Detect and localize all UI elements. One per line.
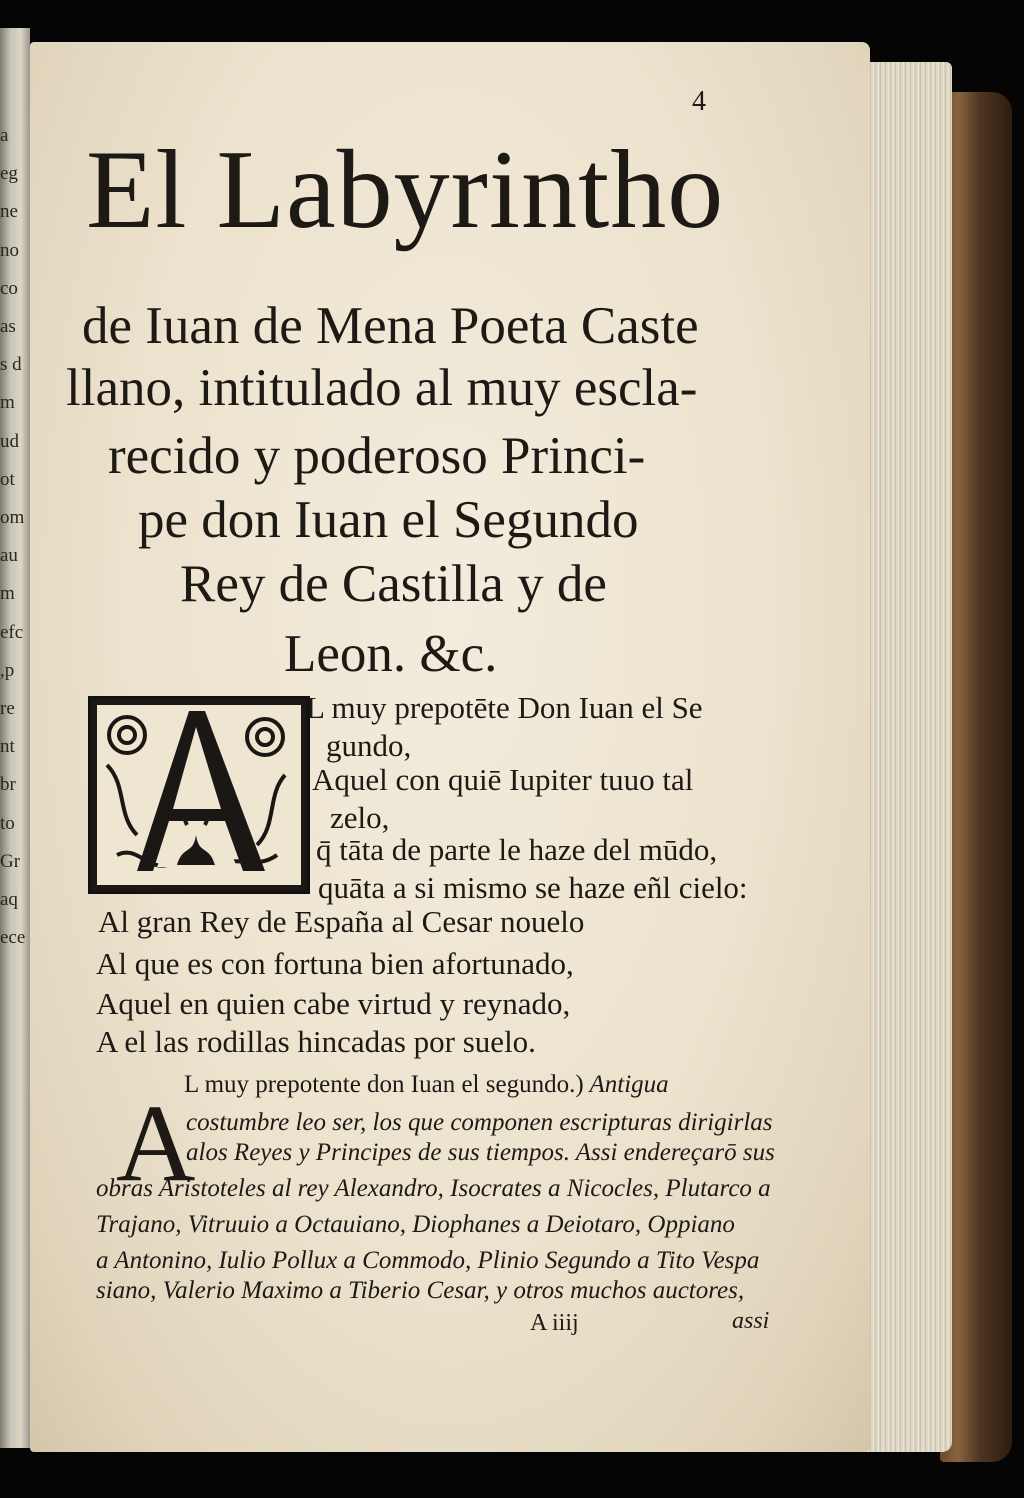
previous-page-fragment: au <box>0 546 18 566</box>
previous-page-fragment: efc <box>0 622 24 642</box>
previous-page-fragment: ot <box>0 469 15 489</box>
heading-line: pe don Iuan el Segundo <box>138 491 639 549</box>
verse-line: L muy prepotēte Don Iuan el Se <box>306 690 703 725</box>
previous-page-fragment: re <box>0 699 15 718</box>
previous-page-fragment: co <box>0 278 18 298</box>
heading-line: recido y poderoso Princi- <box>108 427 646 485</box>
verse-line: q̄ tāta de parte le haze del mūdo, <box>316 832 718 867</box>
commentary-line: obras Aristoteles al rey Alexandro, Isocrates a Nicocles, Plutarco a <box>96 1175 771 1202</box>
previous-page-fragment: no <box>0 240 19 260</box>
commentary-line: siano, Valerio Maximo a Tiberio Cesar, y otros muchos auctores, <box>96 1277 745 1304</box>
heading-line: de Iuan de Mena Poeta Caste <box>82 297 699 355</box>
previous-page-fragment: br <box>0 775 16 795</box>
previous-page-fragment: ud <box>0 431 19 451</box>
commentary-initial: A <box>116 1082 196 1204</box>
previous-page-fragment: as <box>0 317 16 336</box>
heading-line: Leon. &c. <box>284 625 498 683</box>
verse-line: Al gran Rey de España al Cesar nouelo <box>98 904 585 939</box>
commentary-lemma: L muy prepotente don Iuan el segundo.) <box>184 1071 584 1098</box>
signature-mark: A iiij <box>530 1310 579 1336</box>
previous-page-fragment: m <box>0 584 15 604</box>
book-page <box>30 42 870 1452</box>
previous-page-fragment: ne <box>0 202 18 222</box>
verse-line: quāta a si mismo se haze eñl cielo: <box>318 870 748 905</box>
commentary-line: alos Reyes y Principes de sus tiempos. Assi endereçarō sus <box>186 1139 775 1166</box>
previous-page-fragment: m <box>0 393 15 413</box>
floral-letter-a-icon <box>97 705 295 879</box>
verse-line: Al que es con fortuna bien afortunado, <box>96 946 574 981</box>
previous-page-fragment: to <box>0 813 15 833</box>
previous-page-fragment: eg <box>0 164 18 184</box>
verse-line: zelo, <box>330 800 390 835</box>
verse-line: A el las rodillas hincadas por suelo. <box>96 1024 536 1059</box>
previous-page-fragment: om <box>0 508 25 527</box>
verse-line: Aquel con quiē Iupiter tuuo tal <box>312 762 694 797</box>
commentary-text: Antigua <box>589 1071 669 1098</box>
previous-page-fragment: aq <box>0 890 18 909</box>
heading-line: Rey de Castilla y de <box>180 555 607 613</box>
previous-page-edge <box>0 28 30 1448</box>
catchword: assi <box>732 1308 770 1334</box>
previous-page-fragment: a <box>0 126 9 145</box>
commentary-line: Trajano, Vitruuio a Octauiano, Diophanes a Deiotaro, Oppiano <box>96 1211 735 1238</box>
woodcut-initial-a <box>88 696 310 894</box>
previous-page-fragment: Gr <box>0 851 21 871</box>
previous-page-fragment: nt <box>0 737 15 757</box>
verse-line: Aquel en quien cabe virtud y reynado, <box>96 986 571 1021</box>
commentary-line: a Antonino, Iulio Pollux a Commodo, Plinio Segundo a Tito Vespa <box>96 1247 760 1274</box>
page-title: El Labyrintho <box>86 128 725 252</box>
commentary-line: costumbre leo ser, los que componen escripturas dirigirlas <box>186 1109 773 1136</box>
previous-page-fragment: s d <box>0 355 22 375</box>
previous-page-fragment: ece <box>0 928 26 948</box>
verse-line: gundo, <box>326 728 412 763</box>
previous-page-fragment: ,p <box>0 660 15 680</box>
page-number: 4 <box>692 86 706 117</box>
heading-line: llano, intitulado al muy escla- <box>66 359 698 417</box>
commentary-line <box>184 1072 669 1097</box>
